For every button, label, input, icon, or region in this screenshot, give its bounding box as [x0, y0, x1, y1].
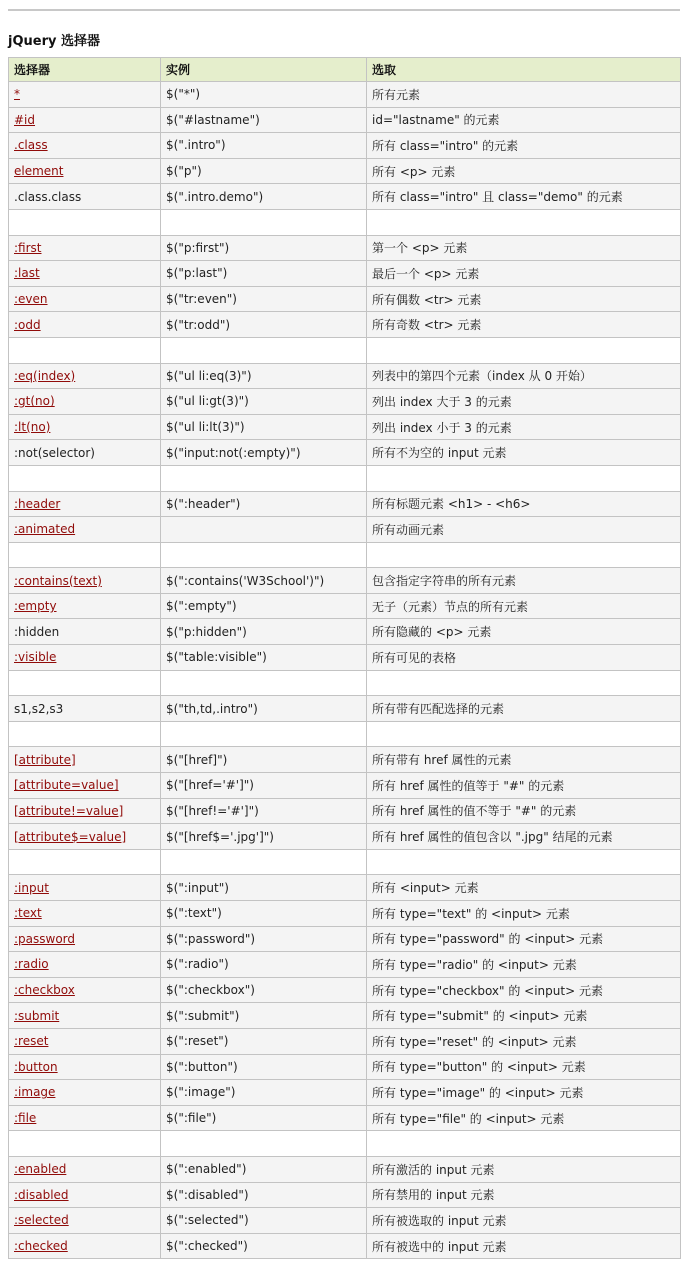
description-cell: 所有 <p> 元素: [367, 158, 681, 184]
selector-cell: [9, 645, 161, 671]
selector-cell: [9, 977, 161, 1003]
example-cell: $("ul li:eq(3)"): [161, 363, 367, 389]
table-row: [9, 1156, 681, 1182]
example-cell: $(":reset"): [161, 1028, 367, 1054]
description-cell: 最后一个 <p> 元素: [367, 261, 681, 287]
description-cell: 所有标题元素 <h1> - <h6>: [367, 491, 681, 517]
header-example: 实例: [161, 58, 367, 82]
description-cell: 所有 <input> 元素: [367, 875, 681, 901]
table-row: [9, 1233, 681, 1259]
example-cell: $("*"): [161, 82, 367, 108]
selector-cell: [9, 1156, 161, 1182]
table-row: [9, 1105, 681, 1131]
selector-link[interactable]: #id: [14, 112, 36, 127]
selector-cell: [9, 235, 161, 261]
description-cell: 无子（元素）节点的所有元素: [367, 593, 681, 619]
selector-cell: [9, 747, 161, 773]
selector-link[interactable]: :gt(no): [14, 394, 55, 409]
selector-link[interactable]: :empty: [14, 599, 57, 614]
selector-cell: [9, 1028, 161, 1054]
example-cell: $("p:hidden"): [161, 619, 367, 645]
selector-cell: [9, 798, 161, 824]
empty-cell: [367, 670, 681, 696]
table-row: [9, 1182, 681, 1208]
description-cell: 所有隐藏的 <p> 元素: [367, 619, 681, 645]
empty-cell: [367, 337, 681, 363]
example-cell: $(":checkbox"): [161, 977, 367, 1003]
empty-cell: [367, 721, 681, 747]
empty-cell: [161, 465, 367, 491]
table-row: [9, 133, 681, 159]
table-row: [9, 389, 681, 415]
table-row: [9, 747, 681, 773]
selector-link[interactable]: :text: [14, 906, 42, 921]
selector-cell: [9, 261, 161, 287]
example-cell: $(":selected"): [161, 1208, 367, 1234]
description-cell: 所有 type="reset" 的 <input> 元素: [367, 1028, 681, 1054]
selector-text: :not(selector): [14, 445, 95, 460]
selector-cell: [9, 389, 161, 415]
example-cell: $(":disabled"): [161, 1182, 367, 1208]
example-cell: [161, 517, 367, 543]
selector-table: [8, 57, 681, 1259]
selector-cell: [9, 82, 161, 108]
selector-link[interactable]: :even: [14, 292, 48, 307]
selector-link[interactable]: [attribute]: [14, 752, 76, 767]
selector-cell: [9, 1233, 161, 1259]
selector-link[interactable]: :odd: [14, 317, 41, 332]
description-cell: 所有 type="submit" 的 <input> 元素: [367, 1003, 681, 1029]
table-row: [9, 82, 681, 108]
selector-cell: [9, 1182, 161, 1208]
example-cell: $(":button"): [161, 1054, 367, 1080]
table-row: [9, 901, 681, 927]
table-row: [9, 696, 681, 722]
description-cell: id="lastname" 的元素: [367, 107, 681, 133]
description-cell: 所有 type="radio" 的 <input> 元素: [367, 952, 681, 978]
separator-row: [9, 670, 681, 696]
empty-cell: [161, 1131, 367, 1157]
selector-link[interactable]: :selected: [14, 1213, 69, 1228]
empty-cell: [161, 721, 367, 747]
description-cell: 所有 href 属性的值不等于 "#" 的元素: [367, 798, 681, 824]
selector-link[interactable]: :eq(index): [14, 368, 76, 383]
example-cell: $(":checked"): [161, 1233, 367, 1259]
description-cell: 所有 type="file" 的 <input> 元素: [367, 1105, 681, 1131]
selector-link[interactable]: :contains(text): [14, 573, 102, 588]
table-row: [9, 312, 681, 338]
selector-cell: [9, 773, 161, 799]
empty-cell: [9, 209, 161, 235]
example-cell: $("[href!='#']"): [161, 798, 367, 824]
example-cell: $(".intro"): [161, 133, 367, 159]
selector-cell: [9, 952, 161, 978]
selector-cell: [9, 517, 161, 543]
example-cell: $(":header"): [161, 491, 367, 517]
table-row: [9, 798, 681, 824]
empty-cell: [367, 209, 681, 235]
selector-cell: [9, 133, 161, 159]
selector-link[interactable]: :first: [14, 240, 42, 255]
selector-link[interactable]: :disabled: [14, 1187, 69, 1202]
table-row: [9, 593, 681, 619]
selector-cell: [9, 926, 161, 952]
example-cell: $(":empty"): [161, 593, 367, 619]
selector-cell: [9, 491, 161, 517]
selector-link[interactable]: :animated: [14, 522, 76, 537]
table-row: [9, 619, 681, 645]
separator-row: [9, 465, 681, 491]
empty-cell: [367, 1131, 681, 1157]
selector-cell: [9, 619, 161, 645]
example-cell: $("th,td,.intro"): [161, 696, 367, 722]
selector-cell: [9, 1105, 161, 1131]
selector-cell: [9, 901, 161, 927]
selector-link[interactable]: :lt(no): [14, 420, 51, 435]
example-cell: $("p"): [161, 158, 367, 184]
example-cell: $(":password"): [161, 926, 367, 952]
description-cell: 所有 class="intro" 且 class="demo" 的元素: [367, 184, 681, 210]
example-cell: $("#lastname"): [161, 107, 367, 133]
empty-cell: [367, 849, 681, 875]
description-cell: 第一个 <p> 元素: [367, 235, 681, 261]
description-cell: 所有激活的 input 元素: [367, 1156, 681, 1182]
empty-cell: [161, 542, 367, 568]
description-cell: 所有禁用的 input 元素: [367, 1182, 681, 1208]
table-row: [9, 568, 681, 594]
description-cell: 所有奇数 <tr> 元素: [367, 312, 681, 338]
table-row: [9, 1080, 681, 1106]
example-cell: $("ul li:gt(3)"): [161, 389, 367, 415]
selector-link[interactable]: :header: [14, 496, 61, 511]
example-cell: $(":text"): [161, 901, 367, 927]
selector-link[interactable]: [attribute=value]: [14, 778, 119, 793]
description-cell: 所有 class="intro" 的元素: [367, 133, 681, 159]
selector-link[interactable]: :last: [14, 266, 40, 281]
selector-link[interactable]: :checkbox: [14, 983, 75, 998]
description-cell: 列出 index 小于 3 的元素: [367, 414, 681, 440]
example-cell: $(":image"): [161, 1080, 367, 1106]
selector-link[interactable]: element: [14, 164, 64, 179]
description-cell: 所有 href 属性的值包含以 ".jpg" 结尾的元素: [367, 824, 681, 850]
empty-cell: [9, 849, 161, 875]
table-row: [9, 773, 681, 799]
table-row: [9, 107, 681, 133]
selector-cell: [9, 363, 161, 389]
description-cell: 所有被选中的 input 元素: [367, 1233, 681, 1259]
example-cell: $(":file"): [161, 1105, 367, 1131]
page-title: jQuery 选择器: [8, 34, 100, 49]
table-row: [9, 1208, 681, 1234]
table-row: [9, 952, 681, 978]
empty-cell: [367, 542, 681, 568]
empty-cell: [161, 849, 367, 875]
table-row: [9, 363, 681, 389]
separator-row: [9, 721, 681, 747]
example-cell: $(":contains('W3School')"): [161, 568, 367, 594]
selector-link[interactable]: :enabled: [14, 1162, 67, 1177]
selector-cell: [9, 312, 161, 338]
selector-link[interactable]: *: [14, 87, 20, 102]
separator-row: [9, 209, 681, 235]
separator-row: [9, 1131, 681, 1157]
example-cell: $("p:first"): [161, 235, 367, 261]
selector-cell: [9, 568, 161, 594]
table-row: [9, 645, 681, 671]
empty-cell: [9, 337, 161, 363]
description-cell: 所有 type="text" 的 <input> 元素: [367, 901, 681, 927]
description-cell: 所有不为空的 input 元素: [367, 440, 681, 466]
selector-link[interactable]: :password: [14, 931, 76, 946]
example-cell: $(".intro.demo"): [161, 184, 367, 210]
description-cell: 所有动画元素: [367, 517, 681, 543]
selector-cell: [9, 184, 161, 210]
table-row: [9, 517, 681, 543]
separator-row: [9, 849, 681, 875]
example-cell: $("table:visible"): [161, 645, 367, 671]
example-cell: $("ul li:lt(3)"): [161, 414, 367, 440]
table-row: [9, 977, 681, 1003]
table-body: [9, 82, 681, 1259]
selector-link[interactable]: :image: [14, 1085, 56, 1100]
selector-cell: [9, 414, 161, 440]
selector-cell: [9, 1208, 161, 1234]
table-row: [9, 491, 681, 517]
example-cell: $("input:not(:empty)"): [161, 440, 367, 466]
description-cell: 所有 href 属性的值等于 "#" 的元素: [367, 773, 681, 799]
table-row: [9, 414, 681, 440]
selector-link[interactable]: :visible: [14, 650, 57, 665]
separator-row: [9, 337, 681, 363]
empty-cell: [9, 1131, 161, 1157]
selector-text: :hidden: [14, 624, 60, 639]
selector-link[interactable]: :reset: [14, 1034, 49, 1049]
table-row: [9, 184, 681, 210]
selector-text: .class.class: [14, 189, 82, 204]
table-header-row: [9, 58, 681, 82]
selector-link[interactable]: :file: [14, 1111, 37, 1126]
description-cell: 所有 type="checkbox" 的 <input> 元素: [367, 977, 681, 1003]
selector-link[interactable]: .class: [14, 138, 48, 153]
empty-cell: [9, 465, 161, 491]
description-cell: 所有带有匹配选择的元素: [367, 696, 681, 722]
top-divider: [8, 9, 680, 11]
selector-cell: [9, 158, 161, 184]
example-cell: $("p:last"): [161, 261, 367, 287]
empty-cell: [161, 209, 367, 235]
empty-cell: [161, 670, 367, 696]
selector-link[interactable]: :radio: [14, 957, 49, 972]
description-cell: 列表中的第四个元素（index 从 0 开始）: [367, 363, 681, 389]
header-selects: 选取: [367, 58, 681, 82]
selector-cell: [9, 1080, 161, 1106]
table-row: [9, 875, 681, 901]
example-cell: $(":radio"): [161, 952, 367, 978]
selector-cell: [9, 593, 161, 619]
description-cell: 所有 type="button" 的 <input> 元素: [367, 1054, 681, 1080]
example-cell: $("[href$='.jpg']"): [161, 824, 367, 850]
description-cell: 所有 type="password" 的 <input> 元素: [367, 926, 681, 952]
description-cell: 所有带有 href 属性的元素: [367, 747, 681, 773]
empty-cell: [9, 670, 161, 696]
selector-text: s1,s2,s3: [14, 701, 64, 716]
description-cell: 所有 type="image" 的 <input> 元素: [367, 1080, 681, 1106]
description-cell: 所有被选取的 input 元素: [367, 1208, 681, 1234]
empty-cell: [161, 337, 367, 363]
selector-link[interactable]: :button: [14, 1059, 58, 1074]
example-cell: $(":enabled"): [161, 1156, 367, 1182]
table-row: [9, 261, 681, 287]
table-row: [9, 1028, 681, 1054]
table-row: [9, 440, 681, 466]
table-row: [9, 286, 681, 312]
selector-link[interactable]: :checked: [14, 1239, 68, 1254]
separator-row: [9, 542, 681, 568]
description-cell: 包含指定字符串的所有元素: [367, 568, 681, 594]
empty-cell: [9, 542, 161, 568]
example-cell: $("[href]"): [161, 747, 367, 773]
selector-cell: [9, 440, 161, 466]
selector-link[interactable]: [attribute$=value]: [14, 829, 127, 844]
selector-cell: [9, 107, 161, 133]
table-row: [9, 926, 681, 952]
example-cell: $("tr:even"): [161, 286, 367, 312]
table-row: [9, 158, 681, 184]
selector-link[interactable]: [attribute!=value]: [14, 803, 124, 818]
selector-cell: [9, 286, 161, 312]
empty-cell: [367, 465, 681, 491]
selector-cell: [9, 696, 161, 722]
header-selector: 选择器: [9, 58, 161, 82]
example-cell: $(":input"): [161, 875, 367, 901]
selector-cell: [9, 1003, 161, 1029]
table-row: [9, 235, 681, 261]
description-cell: 所有偶数 <tr> 元素: [367, 286, 681, 312]
example-cell: $("[href='#']"): [161, 773, 367, 799]
selector-link[interactable]: :submit: [14, 1008, 60, 1023]
table-row: [9, 1054, 681, 1080]
selector-link[interactable]: :input: [14, 880, 49, 895]
selector-cell: [9, 1054, 161, 1080]
description-cell: 列出 index 大于 3 的元素: [367, 389, 681, 415]
selector-cell: [9, 824, 161, 850]
example-cell: $(":submit"): [161, 1003, 367, 1029]
selector-cell: [9, 875, 161, 901]
empty-cell: [9, 721, 161, 747]
description-cell: 所有可见的表格: [367, 645, 681, 671]
table-row: [9, 1003, 681, 1029]
table-row: [9, 824, 681, 850]
description-cell: 所有元素: [367, 82, 681, 108]
example-cell: $("tr:odd"): [161, 312, 367, 338]
